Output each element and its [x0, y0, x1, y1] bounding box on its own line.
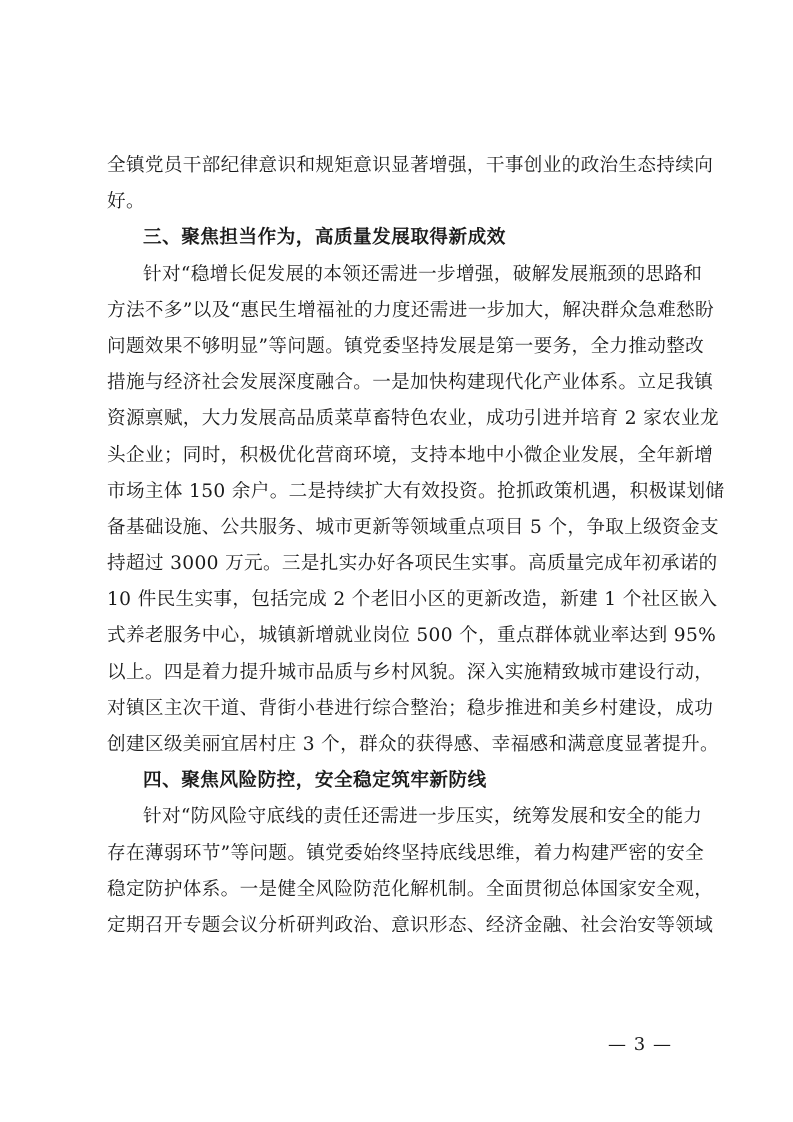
section-heading-4: 四、聚焦风险防控，安全稳定筑牢新防线 — [143, 770, 487, 792]
body-line-5: 方法不多”以及“惠民生增福祉的力度还需进一步加大，解决群众急难愁盼 — [107, 299, 714, 321]
body-line-17: 创建区级美丽宜居村庄 3 个，群众的获得感、幸福感和满意度显著提升。 — [107, 734, 719, 755]
body-line-12: 持超过 3000 万元。三是扎实办好各项民生实事。高质量完成年初承诺的 — [107, 553, 718, 575]
body-line-4: 针对“稳增长促发展的本领还需进一步增强，破解发展瓶颈的思路和 — [143, 263, 703, 285]
body-line-9: 头企业；同时，积极优化营商环境，支持本地中小微企业发展，全年新增 — [107, 444, 714, 466]
body-line-20: 存在薄弱环节”等问题。镇党委始终坚持底线思维，着力构建严密的安全 — [107, 842, 705, 864]
body-line-7: 措施与经济社会发展深度融合。一是加快构建现代化产业体系。立足我镇 — [107, 372, 714, 394]
document-body — [107, 148, 725, 944]
body-line-19: 针对“防风险守底线的责任还需进一步压实，统筹发展和安全的能力 — [143, 806, 703, 828]
body-line-21: 稳定防护体系。一是健全风险防范化解机制。全面贯彻总体国家安全观， — [107, 878, 714, 900]
body-line-22: 定期召开专题会议分析研判政治、意识形态、经济金融、社会治安等领域 — [107, 914, 714, 936]
body-line-1: 全镇党员干部纪律意识和规矩意识显著增强，干事创业的政治生态持续向 — [107, 155, 714, 176]
section-heading-3: 三、聚焦担当作为，高质量发展取得新成效 — [143, 227, 506, 249]
body-line-16: 对镇区主次干道、背街小巷进行综合整治；稳步推进和美乡村建设，成功 — [107, 697, 714, 719]
body-line-15: 以上。四是着力提升城市品质与乡村风貌。深入实施精致城市建设行动， — [107, 661, 714, 683]
body-line-6: 问题效果不够明显”等问题。镇党委坚持发展是第一要务，全力推动整改 — [107, 335, 705, 357]
body-line-10: 市场主体 150 余户。二是持续扩大有效投资。抢抓政策机遇，积极谋划储 — [107, 480, 725, 502]
body-line-14: 式养老服务中心，城镇新增就业岗位 500 个，重点群体就业率达到 95% — [107, 625, 717, 647]
body-line-11: 备基础设施、公共服务、城市更新等领域重点项目 5 个，争取上级资金支 — [107, 516, 719, 538]
body-line-2: 好。 — [107, 191, 145, 213]
body-line-13: 10 件民生实事，包括完成 2 个老旧小区的更新改造，新建 1 个社区嵌入 — [107, 589, 718, 611]
body-line-8: 资源禀赋，大力发展高品质菜草畜特色农业，成功引进并培育 2 家农业龙 — [107, 408, 719, 430]
page-number: — 3 — — [608, 1034, 672, 1055]
